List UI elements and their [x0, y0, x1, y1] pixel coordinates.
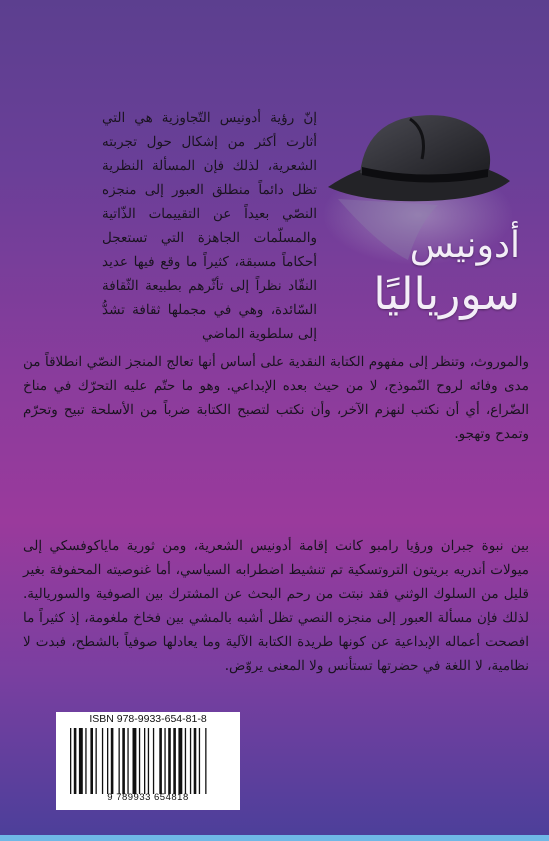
- blurb-paragraph-1-continued: والموروث، وتنظر إلى مفهوم الكتابة النقدية على أساس أنها تعالج المنجز النصّي انطلاقاً من مدى وفائه لروح النّموذج، لا من حيث بعده الإبداعي. وهو ما حتّم عليه التحرّك في مناخ الضّراع، أي أن نكتب لنهزم الآخر، وأن نكتب لتصبح الكتابة ضرباً من الأسلحة تبيح وتحرّم وتمدح وتهجو.: [23, 353, 529, 442]
- book-title: [330, 225, 530, 335]
- blurb-paragraph-1: إنّ رؤية أدونيس التّجاوزية هي التي أثارت أكثر من إشكال حول تجربته الشعرية، لذلك فإن المسألة النظرية تظل دائماً منطلق العبور إلى منجزه النصّي بعيداً عن التقييمات الذّاتية والمسلّمات الجاهزة التي تستعجل أحكاماً مسبقة، كثيراً ما وقع فيها عديد النقّاد نظراً إلى تأثّرهم بطبيعة الثّقافة السّائدة، وهي في مجملها ثقافة تشدُّ إلى سلطوية الماضي: [102, 109, 317, 342]
- barcode-icon: [68, 728, 234, 794]
- isbn-barcode-box: [56, 712, 240, 810]
- blurb-paragraph-2: بين نبوة جبران ورؤيا رامبو كانت إقامة أدونيس الشعرية، ومن ثورية ماياكوفسكي إلى ميولات أندريه بريتون التروتسكية تم تنشيط اضطرابه السياسي، أما غنوصيته المحفوفة بغير قليل من السلوك الوثني فقد نبتت من رحم البحث عن المشترك بين الصوفية والسوريالية. لذلك فإن مسألة العبور إلى منجزه النصي تظل أشبه بالمشي بين فخاخ ملغومة، إذ كثيراً ما افصحت أعماله الإبداعية عن كونها طريدة الكتابة الآلية وما يعادلها صوفياً بالشطح، فبدت لا نظامية، لا اللغة في حضرتها تستأنس ولا المعنى يروّض.: [23, 537, 529, 674]
- title-subject: سورياليًا: [373, 269, 520, 320]
- isbn-label: ISBN 978-9933-654-81-8: [89, 713, 207, 725]
- author-name: أدونيس: [409, 225, 520, 266]
- bottom-accent-bar: [0, 835, 549, 841]
- barcode-digits: 9 789933 654818: [107, 792, 189, 803]
